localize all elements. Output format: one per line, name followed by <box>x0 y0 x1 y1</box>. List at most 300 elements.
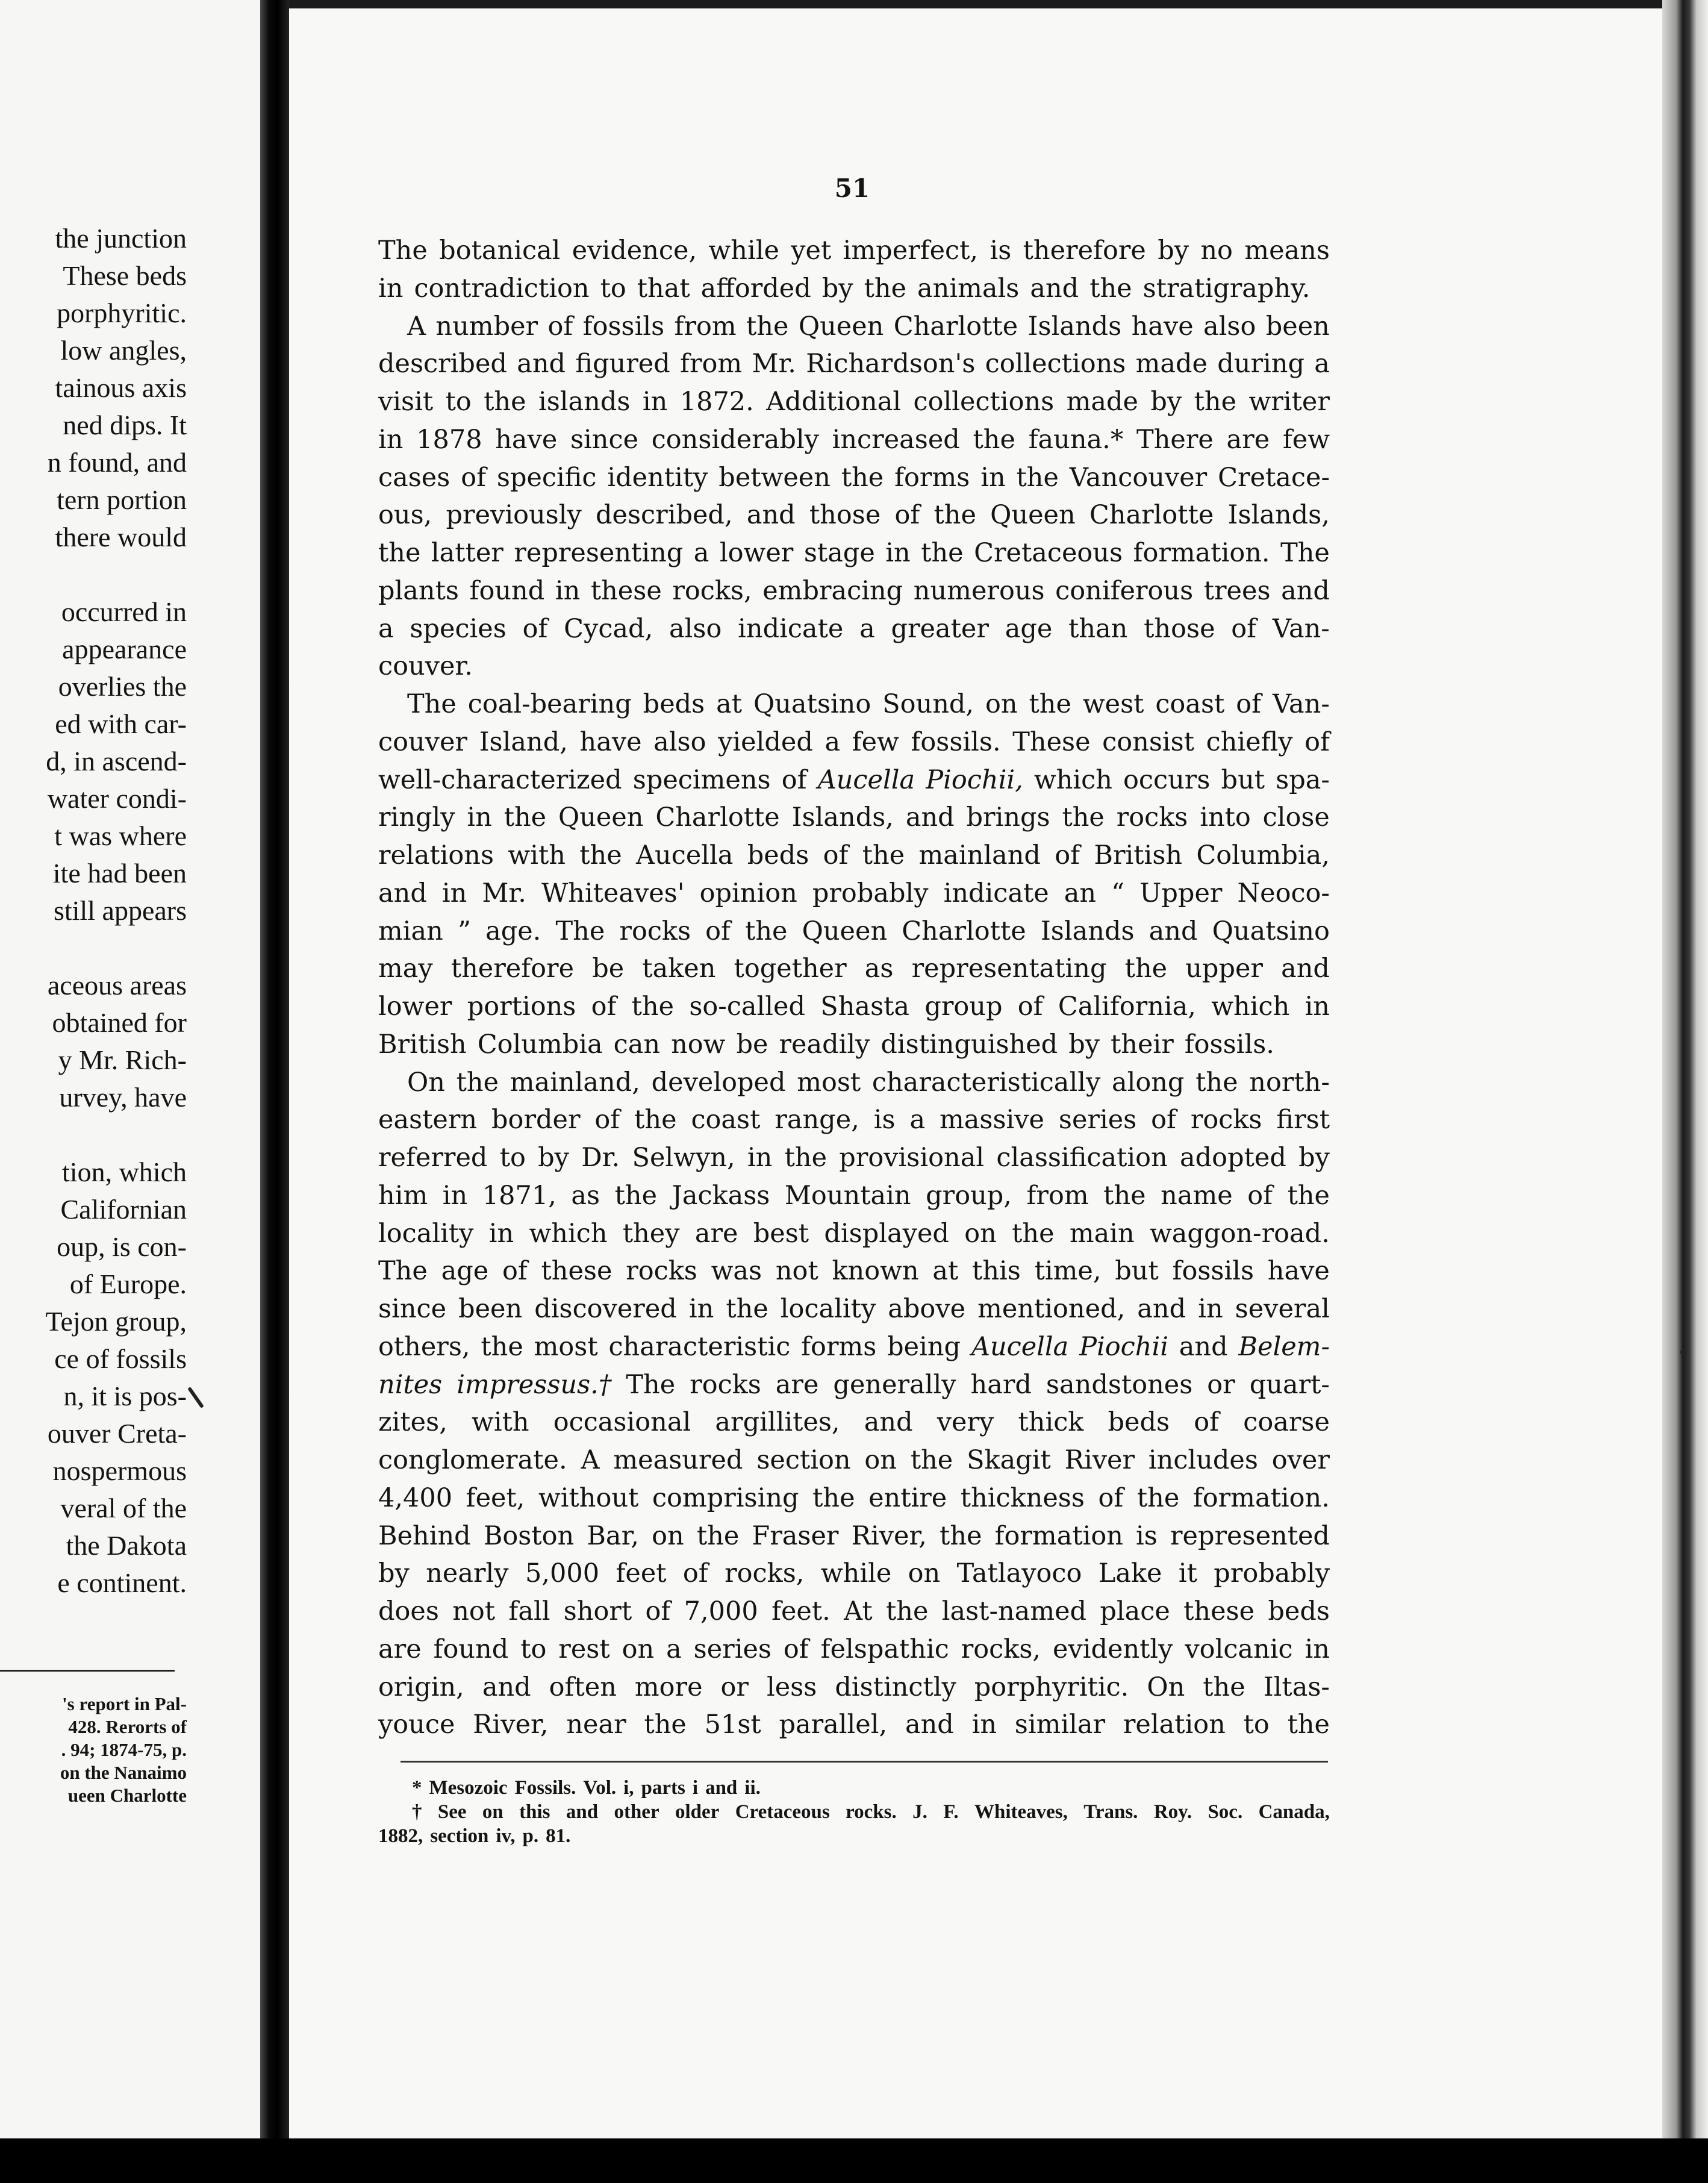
word: they <box>622 1218 680 1249</box>
word: afforded <box>700 273 811 304</box>
word: most <box>797 1067 861 1098</box>
text-line <box>378 383 1330 421</box>
word: therefore <box>450 954 575 984</box>
word: brings <box>966 802 1050 833</box>
word: Behind <box>378 1520 471 1551</box>
word: River, <box>851 1520 927 1551</box>
word: parallel, <box>779 1710 888 1740</box>
word: described, <box>596 500 733 531</box>
word: of <box>1231 613 1257 644</box>
left-text-line: veral of the <box>60 1493 187 1523</box>
word: yet <box>791 236 832 266</box>
word: Additional <box>766 387 902 417</box>
word: islands <box>538 387 631 417</box>
line-words <box>378 1630 1330 1669</box>
word: fossils <box>1172 1256 1255 1287</box>
word: zites, <box>378 1407 447 1438</box>
word: rocks. <box>846 1801 897 1823</box>
word: Dr. <box>581 1143 620 1173</box>
word: spa- <box>1276 764 1330 795</box>
word: includes <box>1148 1445 1258 1475</box>
left-text-line: low angles, <box>60 335 187 366</box>
word: a <box>693 538 709 568</box>
word: latter <box>431 538 503 568</box>
word: Canada, <box>1258 1801 1330 1823</box>
word: The <box>1280 538 1330 568</box>
word: waggon-road. <box>1149 1218 1330 1249</box>
book-gutter <box>260 0 289 2183</box>
word: or <box>1207 1369 1235 1400</box>
word: eastern <box>378 1105 478 1135</box>
word: a <box>824 726 841 757</box>
word: by <box>1068 1029 1100 1060</box>
word: Vol. <box>583 1777 617 1799</box>
word: forms <box>801 1331 877 1362</box>
word: age <box>1005 613 1053 644</box>
word: a <box>1314 349 1330 379</box>
word: rocks <box>619 916 691 946</box>
word: the <box>921 538 964 568</box>
word: discovered <box>534 1294 677 1324</box>
text-line <box>378 836 1330 875</box>
word: age <box>441 1256 489 1287</box>
word: west <box>1082 689 1144 719</box>
left-text-line: the junction <box>55 223 187 254</box>
word: have <box>1267 1256 1330 1287</box>
word: taken <box>642 954 716 984</box>
left-text-line: there would <box>55 522 187 552</box>
word: of <box>547 311 573 342</box>
line-words <box>378 723 1330 761</box>
left-footnote-line: ueen Charlotte <box>67 1785 187 1806</box>
line-words <box>378 1705 1330 1744</box>
word: also <box>669 613 722 644</box>
word: Selwyn, <box>632 1143 735 1173</box>
word: by <box>1150 387 1182 417</box>
word: to <box>445 387 472 417</box>
word: also <box>653 726 706 757</box>
word: of <box>461 462 486 493</box>
word: the <box>1203 1672 1245 1702</box>
word: rocks <box>690 1369 761 1400</box>
word: series <box>1058 1105 1137 1135</box>
word: over <box>1271 1445 1330 1475</box>
word: representating <box>911 954 1107 984</box>
word: in <box>688 1294 714 1324</box>
word: Trans. <box>1083 1801 1138 1823</box>
footnote-line <box>378 1825 1330 1847</box>
word: British <box>378 1029 467 1060</box>
word: by <box>821 273 853 304</box>
word: several <box>1235 1294 1330 1324</box>
word: to <box>499 1143 526 1173</box>
word: writer <box>1248 387 1330 417</box>
text-line <box>378 307 1330 346</box>
word: thick <box>1018 1407 1084 1438</box>
line-words <box>378 1290 1330 1328</box>
word: coniferous <box>1055 575 1194 606</box>
word: may <box>378 954 433 984</box>
word: place <box>1100 1596 1170 1626</box>
line-words <box>378 1441 1330 1479</box>
word: chiefly <box>1206 726 1293 757</box>
word: Mesozoic <box>429 1777 508 1799</box>
word: formation. <box>1133 538 1270 568</box>
word: rocks, <box>961 1634 1041 1664</box>
word: since <box>378 1294 447 1324</box>
word: the <box>1124 954 1168 984</box>
word: California, <box>1058 992 1196 1022</box>
text-line <box>378 1138 1330 1177</box>
word: beds <box>643 689 705 719</box>
word: in <box>378 273 404 304</box>
word: the <box>1016 462 1059 493</box>
word: is <box>873 1105 896 1135</box>
word: comprising <box>652 1482 799 1513</box>
line-words <box>378 1252 1330 1290</box>
word: Islands <box>1027 311 1122 342</box>
word: botanical <box>439 236 561 266</box>
word: sandstones <box>1046 1369 1193 1400</box>
line-words <box>412 1777 1330 1799</box>
word: Queen <box>802 916 888 946</box>
word: by <box>538 1143 569 1173</box>
word: Quatsino <box>753 689 871 719</box>
word: Cretace- <box>1218 462 1330 493</box>
text-line <box>378 572 1330 610</box>
word: mainland, <box>510 1067 640 1098</box>
word: section <box>430 1825 489 1847</box>
word: the <box>886 1596 929 1626</box>
word: been <box>1265 311 1330 342</box>
line-words <box>378 1517 1330 1555</box>
line-words <box>412 1801 1330 1823</box>
word: at <box>716 689 743 719</box>
word: and <box>1179 1331 1228 1362</box>
word: in <box>642 387 668 417</box>
word: coarse <box>1243 1407 1330 1438</box>
word: above <box>888 1294 966 1324</box>
word: consist <box>1102 726 1195 757</box>
word: the <box>484 387 526 417</box>
left-text-line: the Dakota <box>66 1530 187 1561</box>
word: and <box>705 1777 738 1799</box>
text-line <box>378 761 1330 799</box>
word: See <box>437 1801 467 1823</box>
word: developed <box>651 1067 786 1098</box>
word: Van- <box>1272 689 1330 719</box>
word: portions <box>467 992 576 1022</box>
word: the <box>1287 1180 1330 1211</box>
word: indicate <box>943 878 1049 908</box>
line-words <box>378 1214 1330 1253</box>
word: Roy. <box>1153 1801 1192 1823</box>
word: entire <box>868 1482 947 1513</box>
word: hard <box>970 1369 1032 1400</box>
word: the <box>378 538 421 568</box>
word: probably <box>1214 1558 1330 1589</box>
word: i, <box>623 1777 634 1799</box>
word: of <box>522 613 548 644</box>
word: beds <box>1108 1407 1170 1438</box>
line-words <box>378 496 1330 534</box>
word: animals <box>917 273 1020 304</box>
word: is <box>1136 1520 1158 1551</box>
word: series <box>693 1634 771 1664</box>
word: and <box>746 500 796 531</box>
word: locality <box>378 1218 474 1249</box>
text-line <box>378 1025 1330 1064</box>
left-text-line: ite had been <box>52 858 187 889</box>
word: their <box>1111 1029 1174 1060</box>
word: number <box>435 311 538 342</box>
word: Islands, <box>791 802 894 833</box>
text-line <box>378 912 1330 951</box>
word: older <box>675 1801 720 1823</box>
word: the <box>634 1105 677 1135</box>
word: to <box>520 1634 547 1664</box>
word: but <box>1115 1256 1159 1287</box>
word: other <box>614 1801 659 1823</box>
word: have <box>579 726 642 757</box>
word: been <box>458 1294 523 1324</box>
word: p. <box>522 1825 539 1847</box>
word: made <box>1135 349 1208 379</box>
word: main <box>1069 1218 1135 1249</box>
word: formation <box>994 1520 1123 1551</box>
word: of <box>1055 840 1080 870</box>
word: by <box>1298 1143 1330 1173</box>
word: and <box>566 1801 599 1823</box>
left-text-line: porphyritic. <box>57 298 187 328</box>
word: be <box>736 1029 768 1060</box>
word: also <box>1203 311 1256 342</box>
word: evidence, <box>572 236 697 266</box>
word: together <box>734 954 847 984</box>
word: A <box>407 311 426 342</box>
word: very <box>937 1407 994 1438</box>
text-line <box>378 1252 1330 1290</box>
word: him <box>378 1180 428 1211</box>
word: adopted <box>1180 1143 1286 1173</box>
word: north- <box>1249 1067 1330 1098</box>
word: a <box>909 1105 926 1135</box>
word: ii. <box>744 1777 761 1799</box>
word: have <box>1131 311 1194 342</box>
word: of <box>783 1634 809 1664</box>
word: Richardson's <box>806 349 976 379</box>
word: lower <box>378 992 452 1022</box>
word: and <box>905 802 955 833</box>
word: range, <box>775 1105 859 1135</box>
word: it <box>1178 1558 1197 1589</box>
word: the <box>812 1482 855 1513</box>
word: of <box>645 1596 671 1626</box>
word: trees <box>1203 575 1271 606</box>
line-words <box>378 798 1330 837</box>
word: which <box>1033 764 1112 795</box>
word: since <box>570 424 639 455</box>
word: Lake <box>1098 1558 1162 1589</box>
word: the <box>933 500 976 531</box>
word: are <box>378 1634 422 1664</box>
line-words <box>378 987 1330 1026</box>
left-text-line: ed with car- <box>55 708 187 739</box>
word: The <box>378 236 428 266</box>
line-words <box>378 1063 1330 1102</box>
word: impressus.† <box>457 1369 612 1400</box>
word: Charlotte <box>893 311 1018 342</box>
word: the <box>696 1520 740 1551</box>
word: Soc. <box>1208 1801 1243 1823</box>
word: ous, <box>378 500 432 531</box>
text-line <box>378 269 1330 308</box>
word: Quatsino <box>1212 916 1330 946</box>
word: is <box>990 236 1012 266</box>
left-text-line: e continent. <box>57 1567 187 1598</box>
word: rest <box>558 1634 610 1664</box>
word: of <box>705 916 731 946</box>
footnote-rule <box>401 1761 1328 1763</box>
word: fossils. <box>1184 1029 1274 1060</box>
text-line <box>378 1176 1330 1215</box>
word: Aucella <box>817 764 915 795</box>
word: argillites, <box>715 1407 840 1438</box>
word: These <box>1012 726 1091 757</box>
word: youce <box>378 1710 455 1740</box>
left-text-line: of Europe. <box>69 1269 187 1299</box>
text-line <box>378 685 1330 723</box>
word: along <box>1111 1067 1185 1098</box>
word: the <box>579 840 622 870</box>
word: Van- <box>1272 613 1330 644</box>
word: being <box>887 1331 961 1362</box>
word: feet. <box>771 1596 831 1626</box>
left-text-line: These beds <box>63 260 187 291</box>
left-text-line: appearance <box>62 634 187 664</box>
word: coast <box>691 1105 761 1135</box>
word: in <box>378 424 404 455</box>
word: Queen <box>990 500 1076 531</box>
word: F. <box>943 1801 959 1823</box>
word: Aucella <box>635 840 734 870</box>
word: identity <box>607 462 708 493</box>
word: specific <box>496 462 597 493</box>
word: Boston <box>483 1520 575 1551</box>
word: ringly <box>378 802 455 833</box>
word: and <box>378 878 427 908</box>
word: in <box>441 878 467 908</box>
word: Columbia <box>477 1029 603 1060</box>
text-line <box>378 458 1330 497</box>
line-words <box>378 1479 1330 1517</box>
word: A <box>581 1445 600 1475</box>
word: the <box>940 1520 982 1551</box>
word: those <box>809 500 881 531</box>
word: represented <box>1170 1520 1330 1551</box>
word: British <box>1094 840 1183 870</box>
text-line <box>378 949 1330 988</box>
word: Iltas- <box>1263 1672 1330 1702</box>
word: thickness <box>960 1482 1085 1513</box>
top-edge-shadow <box>289 0 1662 8</box>
word: made <box>1066 387 1139 417</box>
word: of <box>781 764 807 795</box>
word: the <box>746 311 789 342</box>
word: fall <box>508 1596 550 1626</box>
word: iv, <box>496 1825 516 1847</box>
word: these <box>590 575 662 606</box>
word: between <box>718 462 831 493</box>
left-text-line: ce of fossils <box>54 1343 187 1374</box>
word: of <box>1017 992 1043 1022</box>
word: characteristic <box>608 1331 791 1362</box>
text-line <box>378 1479 1330 1517</box>
line-words <box>378 949 1330 988</box>
left-text-line: tern portion <box>57 484 187 515</box>
word: of <box>502 1256 528 1287</box>
word: i <box>692 1777 699 1799</box>
word: Bar, <box>587 1520 640 1551</box>
word: River <box>1064 1445 1135 1475</box>
word: referred <box>378 1143 488 1173</box>
word: can <box>613 1029 661 1060</box>
line-words <box>378 269 1330 308</box>
footnote-line <box>378 1801 1330 1823</box>
word: distinguished <box>880 1029 1058 1060</box>
word: most <box>534 1331 598 1362</box>
text-line <box>378 1328 1330 1366</box>
word: nites <box>378 1369 443 1400</box>
word: less <box>766 1672 817 1702</box>
word: group <box>924 992 1003 1022</box>
word: rocks <box>626 1256 697 1287</box>
word: conglomerate. <box>378 1445 567 1475</box>
text-line <box>378 1441 1330 1479</box>
word: Fraser <box>752 1520 839 1551</box>
line-words <box>378 1101 1330 1139</box>
word: the <box>456 1067 499 1098</box>
word: as <box>864 954 894 984</box>
left-text-line: urvey, have <box>59 1082 187 1113</box>
word: feet <box>616 1558 667 1589</box>
left-text-line: oup, is con- <box>57 1231 187 1262</box>
line-words <box>378 1403 1330 1441</box>
word: Charlotte <box>902 916 1026 946</box>
left-text-line: aceous areas <box>47 970 187 1001</box>
word: an <box>1064 878 1097 908</box>
word: from <box>1026 1180 1089 1211</box>
word: name <box>1161 1180 1233 1211</box>
word: and <box>1149 916 1198 946</box>
word: last-named <box>941 1596 1087 1626</box>
word: Islands, <box>1227 500 1330 531</box>
word: the <box>910 1445 953 1475</box>
word: forms <box>894 462 970 493</box>
word: the <box>614 1180 658 1211</box>
word: River, <box>473 1710 549 1740</box>
text-line <box>378 610 1330 648</box>
left-text-line: y Mr. Rich- <box>58 1045 187 1075</box>
word: cases <box>378 462 450 493</box>
word: nearly <box>426 1558 509 1589</box>
word: stratigraphy. <box>1142 273 1311 304</box>
word: felspathic <box>820 1634 949 1664</box>
word: no <box>1200 236 1233 266</box>
text-line <box>378 1101 1330 1139</box>
word: well-characterized <box>378 764 622 795</box>
footnote-line <box>378 1777 1330 1799</box>
